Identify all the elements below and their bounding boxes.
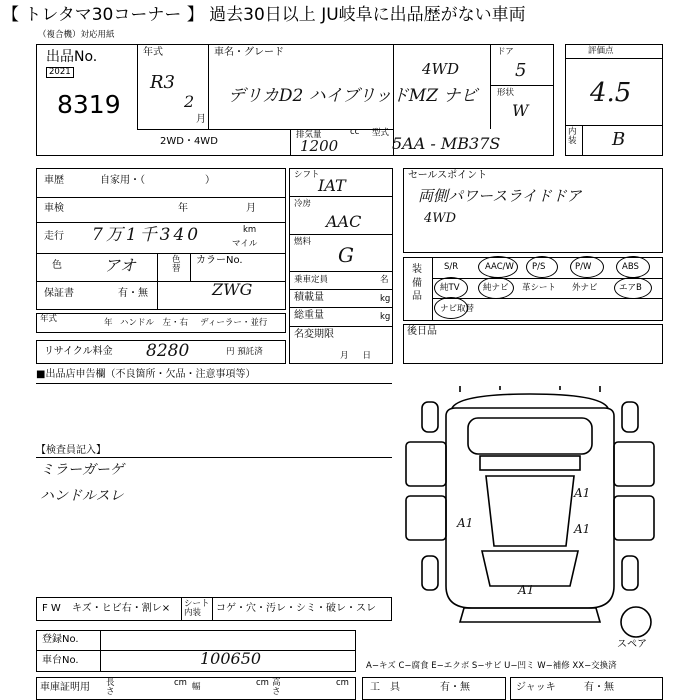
lot-number: 8319 (57, 90, 121, 119)
load-label: 積載量 (294, 292, 324, 303)
cert-height-cm: cm (336, 678, 349, 688)
banner-title: 【 トレタマ30コーナー 】 過去30日以上 JU岐阜に出品歴がない車両 (2, 5, 526, 25)
car-diagram (400, 386, 662, 656)
circle-ps (526, 256, 558, 278)
inspector-note1: ミラーガーゲ (40, 462, 124, 478)
history-value: 自家用・（ ） (100, 175, 215, 186)
mileage-mile: マイル (232, 239, 258, 249)
first-reg-year: 年 (104, 318, 113, 328)
circle-aacw (478, 256, 518, 278)
equip-ps: P/S (532, 262, 546, 272)
later-box (403, 324, 663, 364)
tools-label: 工 具 (370, 682, 400, 693)
inspection-year: 年 (178, 203, 188, 214)
fuel-label: 燃料 (294, 237, 312, 247)
circle-pw (570, 256, 604, 278)
year-value: R3 (150, 72, 176, 93)
cert-label: 車庫証明用 (40, 682, 90, 693)
drive-label: 2WD・4WD (160, 136, 218, 147)
ac-value: AAC (326, 212, 362, 231)
load-unit: kg (380, 294, 391, 304)
damage-mark-right-upper: A1 (574, 486, 591, 500)
sub-note: （複合機）対応用紙 (38, 30, 115, 40)
reg-label: 登録No. (42, 634, 79, 645)
equip-aacw: AAC/W (485, 262, 514, 272)
cert-length: 長さ (106, 678, 115, 697)
equip-pw: P/W (575, 262, 592, 272)
seat-value: コゲ・穴・汚レ・シミ・破レ・スレ (216, 603, 376, 614)
inspector-note2: ハンドルスレ (40, 488, 124, 504)
score-value: 4.5 (590, 78, 632, 108)
doors-value: 5 (515, 60, 527, 81)
capacity-unit: 名 (380, 275, 389, 285)
damage-legend: A−キズ C−腐食 E−エクボ S−サビ U−凹ミ W−補修 XX−交換済 (366, 661, 617, 671)
equipment-label: 装備品 (412, 264, 422, 302)
equip-navi: 純ナビ (483, 283, 509, 293)
model-value: 5AA - MB37S (392, 134, 501, 153)
equip-extnavi: 外ナビ (572, 283, 598, 293)
interior-value: B (612, 129, 626, 150)
ac-label: 冷房 (294, 199, 312, 209)
circle-tv (434, 277, 468, 299)
damage-mark-left: A1 (457, 516, 474, 530)
dealer-label: ディーラー・並行 (200, 318, 268, 328)
mileage-km: km (243, 225, 257, 235)
jack-value: 有・無 (584, 682, 614, 693)
model-label: 型式 (372, 128, 390, 138)
inspector-label: 【検査員記入】 (36, 445, 106, 456)
circle-navi-swap (434, 297, 468, 319)
mileage-label: 走行 (44, 231, 64, 242)
shift-value: IAT (318, 176, 346, 195)
capacity-label: 乗車定員 (294, 275, 329, 285)
color-change-label: 色替 (172, 255, 181, 275)
reg-box (36, 630, 356, 672)
month-suffix: 月 (196, 114, 206, 125)
colorno-value: ZWG (212, 280, 253, 299)
weight-label: 総重量 (294, 310, 324, 321)
recycle-value: 8280 (146, 341, 190, 361)
cert-width: 幅 (192, 682, 201, 692)
handle-label: ハンドル 左・右 (120, 318, 189, 328)
inspection-month: 月 (246, 203, 256, 214)
equip-leather: 革シート (522, 283, 557, 293)
chassis-value: 100650 (200, 649, 262, 668)
equip-tv: 純TV (440, 283, 460, 293)
disp-label: 排気量 (296, 130, 322, 140)
equip-sr: S/R (444, 262, 459, 272)
colorno-label: カラーNo. (196, 255, 243, 266)
disp-value: 1200 (300, 137, 339, 155)
first-reg-label: 年式 (40, 314, 58, 324)
equip-navi-swap: ナビ取替 (440, 304, 475, 314)
doors-label: ドア (497, 47, 514, 57)
fw-value: キズ・ヒビ右・割レ× (72, 603, 171, 614)
warranty-value: 有・無 (118, 288, 148, 299)
cert-width-cm: cm (256, 678, 269, 688)
sales-line1: 両側パワースライドドア (418, 187, 582, 205)
later-label: 後日品 (407, 326, 437, 337)
fw-label: F W (42, 603, 61, 614)
color-value: アオ (104, 256, 136, 275)
seat-label: シート内装 (184, 599, 210, 618)
fuel-value: G (338, 243, 354, 267)
score-label: 評価点 (588, 46, 614, 56)
name-label: 車名・グレード (214, 47, 284, 58)
deadline-label: 名変期限 (294, 329, 334, 340)
inspection-label: 車検 (44, 203, 64, 214)
cert-length-cm: cm (174, 678, 187, 688)
name-drive: 4WD (422, 60, 459, 78)
circle-abs (616, 256, 650, 278)
deadline-unit: 月日 (340, 351, 386, 361)
interior-label: 内装 (568, 127, 577, 147)
equip-airbag: エアB (619, 283, 642, 293)
equip-abs: ABS (622, 262, 639, 272)
cert-height: 高さ (272, 678, 281, 697)
name-value: デリカD2 ハイブリッドMZ ナビ (228, 86, 478, 106)
tools-value: 有・無 (440, 682, 470, 693)
shape-value: W (512, 101, 529, 120)
chassis-label: 車台No. (42, 655, 79, 666)
warranty-label: 保証書 (44, 288, 74, 299)
damage-mark-front: A1 (518, 583, 535, 597)
circle-airbag (614, 277, 652, 299)
spare-label: スペア (617, 639, 647, 650)
year-label: 年式 (143, 47, 163, 58)
circle-navi (478, 277, 514, 299)
color-label: 色 (52, 260, 62, 271)
recycle-label: リサイクル料金 (44, 346, 113, 357)
sales-label: セールスポイント (408, 170, 488, 181)
jack-label: ジャッキ (516, 682, 556, 693)
weight-unit: kg (380, 312, 391, 322)
lot-year-stamp: 2021 (46, 67, 74, 78)
disp-unit: cc (350, 127, 360, 137)
history-label: 車歴 (44, 175, 64, 186)
sales-line2: 4WD (424, 211, 457, 226)
recycle-unit: 円 預託済 (226, 347, 263, 357)
lot-label: 出品No. (46, 49, 98, 65)
shift-label: シフト (294, 170, 320, 180)
seller-notes-label: ■出品店申告欄（不良箇所・欠品・注意事項等） (36, 369, 256, 380)
damage-mark-right-lower: A1 (574, 522, 591, 536)
shape-label: 形状 (497, 88, 515, 98)
month-value: 2 (184, 92, 195, 111)
mileage-value: 7万1千340 (92, 225, 202, 245)
